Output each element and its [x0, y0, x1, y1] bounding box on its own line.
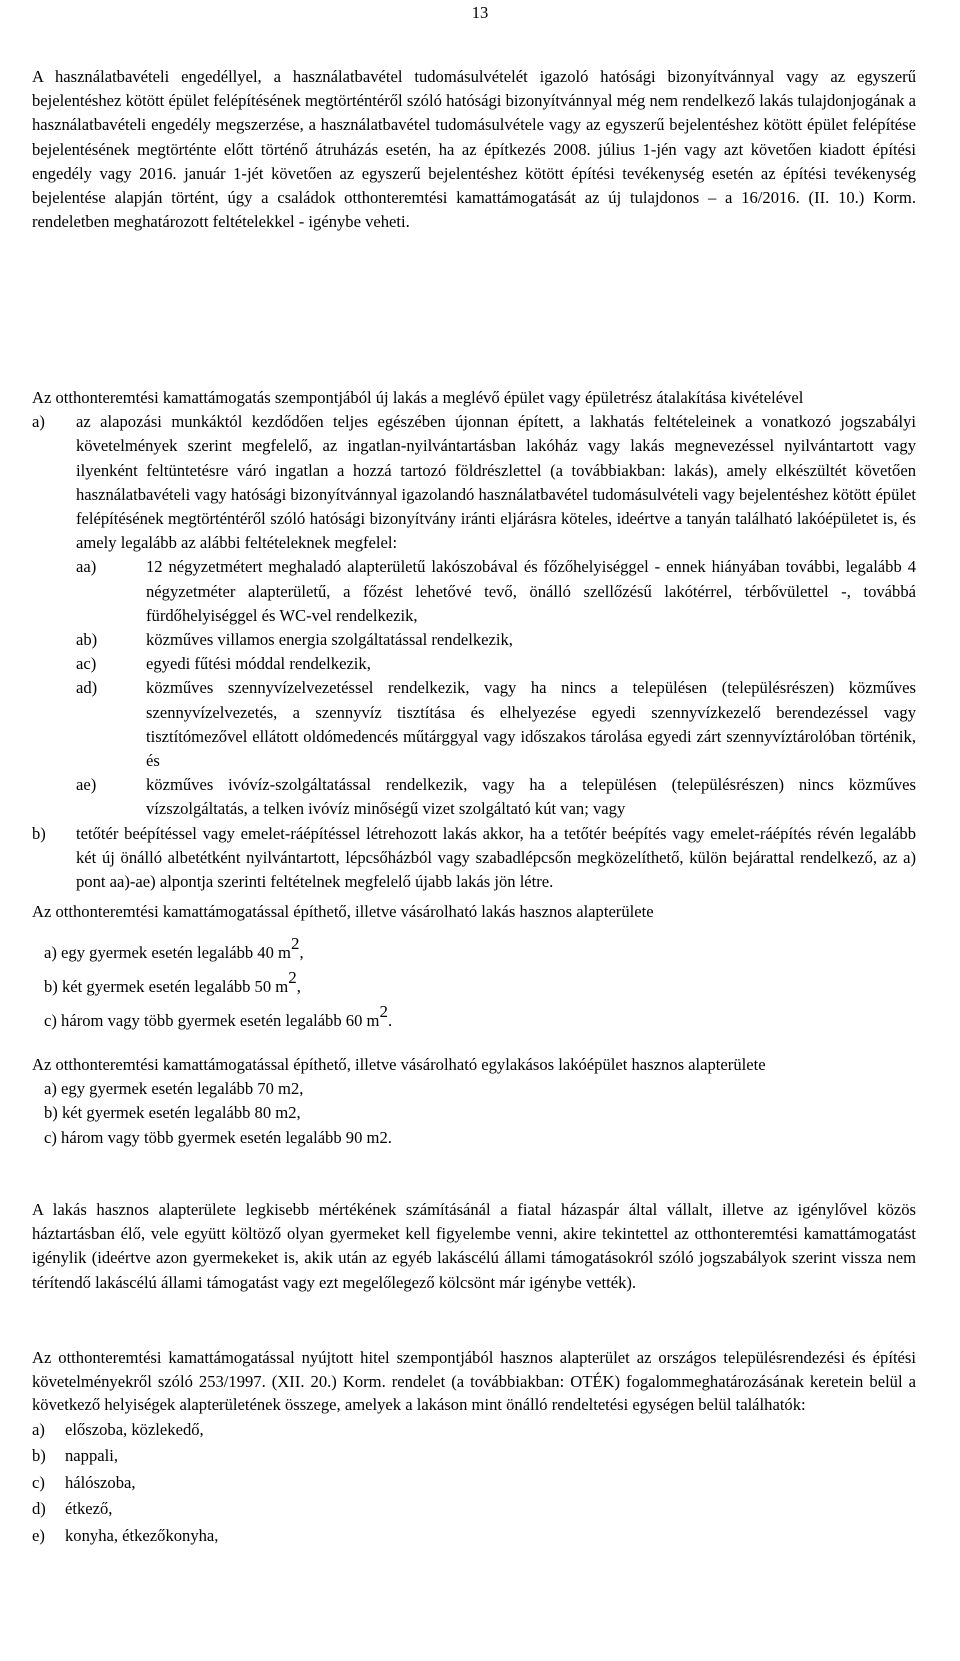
- intro-section: [32, 65, 916, 234]
- sub-item-text: 12 négyzetmétert meghaladó alapterületű lakószobával és főzőhelyiséggel - ennek hiányában további, legalább 4 négyzetméter alapterületű, a főzést lehetővé tevő, önálló szellőzésű lakótérrel, térbővülettel -, továbbá fürdőhelyiséggel és WC-vel rendelkezik,: [146, 557, 916, 625]
- flat-area-text: a) egy gyermek esetén legalább 40 m: [44, 943, 291, 963]
- room-item: [32, 1523, 916, 1550]
- sub-item-label: ac): [76, 654, 97, 674]
- new-flat-section: [32, 386, 916, 894]
- house-area-intro: Az otthonteremtési kamattámogatással építhető, illetve vásárolható egylakásos lakóépület hasznos alapterülete: [32, 1055, 766, 1074]
- room-label: e): [32, 1525, 45, 1545]
- flat-area-section: [32, 900, 916, 1038]
- house-area-row: c) három vagy több gyermek esetén legalább 90 m2.: [44, 1127, 392, 1147]
- sub-item-label: aa): [76, 557, 97, 577]
- room-text: nappali,: [65, 1446, 118, 1465]
- item-label: a): [32, 412, 45, 432]
- room-item: [32, 1470, 916, 1497]
- rooms-section: [32, 1346, 916, 1549]
- room-item: [32, 1417, 916, 1444]
- flat-area-row: [32, 970, 916, 1004]
- item-label: b): [32, 823, 46, 843]
- flat-area-row: [32, 936, 916, 970]
- sub-item-label: ad): [76, 678, 98, 698]
- flat-area-text: b) két gyermek esetén legalább 50 m: [44, 977, 289, 997]
- row-end: .: [387, 1011, 393, 1031]
- room-label: b): [32, 1446, 46, 1465]
- flat-area-row: [32, 1004, 916, 1038]
- house-area-section: [32, 1053, 916, 1150]
- new-flat-item-a: [32, 410, 916, 555]
- flat-area-text: c) három vagy több gyermek esetén legalább 60 m: [44, 1011, 380, 1031]
- superscript: 2: [288, 968, 297, 988]
- row-end: ,: [299, 943, 304, 963]
- room-text: hálószoba,: [65, 1472, 136, 1492]
- sub-item-label: ae): [76, 775, 97, 795]
- sub-item-ac: [32, 652, 916, 676]
- page-number: 13: [471, 3, 489, 22]
- room-label: c): [32, 1472, 45, 1492]
- house-area-row: b) két gyermek esetén legalább 80 m2,: [44, 1103, 301, 1123]
- item-text: tetőtér beépítéssel vagy emelet-ráépítéssel létrehozott lakás akkor, ha a tetőtér beépítés vagy emelet-ráépítés révén legalább két új önálló albetétként nyilvántartott, lépcsőházból vagy szabadlépcsőn megközelíthető, külön bejárattal rendelkező, az a) pont aa)-ae) alpontja szerinti feltételnek megfelelő újabb lakás jön létre.: [76, 823, 916, 892]
- new-flat-intro: Az otthonteremtési kamattámogatás szempontjából új lakás a meglévő épület vagy épületrész átalakítása kivételével: [32, 388, 804, 407]
- child-count-section: [32, 1198, 916, 1295]
- room-text: előszoba, közlekedő,: [65, 1419, 204, 1439]
- sub-item-label: ab): [76, 630, 98, 650]
- sub-item-text: közműves ivóvíz-szolgáltatással rendelkezik, vagy ha a településen (településrészen) nincs közműves vízszolgáltatás, a telken ivóvíz minőségű vizet szolgáltató kút van; vagy: [146, 775, 916, 819]
- flat-area-intro: Az otthonteremtési kamattámogatással építhető, illetve vásárolható lakás hasznos alapterülete: [32, 902, 654, 921]
- row-end: ,: [296, 977, 301, 997]
- room-label: d): [32, 1499, 46, 1518]
- intro-paragraph: A használatbavételi engedéllyel, a használatbavétel tudomásulvételét igazoló hatósági bizonyítvánnyal vagy az egyszerű bejelentéshez kötött épület felépítésének megtörténtéről szóló hatósági bizonyítvánnyal még nem rendelkező lakás tulajdonjogának a használatbavételi engedély megszerzése, a használatbavétel tudomásulvétele vagy az egyszerű bejelentéshez kötött épület felépítése bejelentésének megtörténte előtt történő átruházás esetén, ha az építkezés 2008. július 1-jén vagy azt követően kiadott építési engedély vagy 2016. január 1-jét követően az egyszerű bejelentéshez kötött építési tevékenység esetén az építési tevékenység bejelentése alapján történt, úgy a családok otthonteremtési kamattámogatását az új tulajdonos – a 16/2016. (II. 10.) Korm. rendeletben meghatározott feltételekkel - igénybe veheti.: [32, 67, 916, 232]
- room-text: étkező,: [65, 1499, 113, 1518]
- room-item: [32, 1443, 916, 1470]
- sub-item-aa: [32, 555, 916, 628]
- sub-item-ad: [32, 676, 916, 773]
- room-item: [32, 1496, 916, 1523]
- superscript: 2: [379, 1002, 388, 1022]
- rooms-intro: Az otthonteremtési kamattámogatással nyújtott hitel szempontjából hasznos alapterület az országos településrendezési és építési követelményekről szóló 253/1997. (XII. 20.) Korm. rendelet (a továbbiakban: OTÉK) fogalommeghatározásának keretein belül a következő helyiségek alapterületének összege, amelyek a lakáson mint önálló rendeltetési egységen belül találhatók:: [32, 1348, 916, 1414]
- sub-item-ae: [32, 773, 916, 821]
- room-label: a): [32, 1419, 45, 1439]
- superscript: 2: [290, 934, 300, 954]
- sub-item-text: közműves szennyvízelvezetéssel rendelkezik, vagy ha nincs a településen (településrészen) közműves szennyvízelvezetés, a szennyvíz tisztítása és elhelyezése egyedi szennyvízkezelő berendezéssel vagy tisztítómezővel ellátott oldómedencés műtárggyal vagy időszakos tárolása egyedi zárt szennyvíztárolóban történik, és: [146, 678, 916, 771]
- item-text: az alapozási munkáktól kezdődően teljes egészében újonnan épített, a lakhatás feltételeinek a vonatkozó jogszabályi követelmények szerint megfelelő, az ingatlan-nyilvántartásban lakóház vagy lakás megnevezéssel nyilvántartott vagy ilyenként feltüntetésre váró ingatlan a hozzá tartozó földrészlettel (a továbbiakban: lakás), amely elkészültét követően használatbavételi vagy hatósági bizonyítvánnyal igazolandó használatbavétel tudomásulvételi vagy bejelentéshez kötött épület felépítésének megtörténtéről szóló hatósági bizonyítvány iránti eljárásra köteles, ideértve a tanyán található lakóépületet is, és amely legalább az alábbi feltételeknek megfelel:: [76, 412, 916, 553]
- sub-item-ab: [32, 628, 916, 652]
- room-text: konyha, étkezőkonyha,: [65, 1525, 219, 1545]
- child-count-paragraph: A lakás hasznos alapterülete legkisebb mértékének számításánál a fiatal házaspár által vállalt, illetve az igénylővel közös háztartásban élő, vele együtt költöző olyan gyermeket kell figyelembe venni, akire tekintettel az otthonteremtési kamattámogatást igénylik (ideértve azon gyermekeket is, akik után az egyéb lakáscélú állami támogatásokról szóló jogszabályok szerint vissza nem térítendő lakáscélú állami támogatást vagy ezt megelőlegező kölcsönt már igénybe vették).: [32, 1200, 916, 1292]
- house-area-row: a) egy gyermek esetén legalább 70 m2,: [44, 1079, 304, 1099]
- sub-item-text: közműves villamos energia szolgáltatással rendelkezik,: [146, 630, 513, 650]
- sub-item-text: egyedi fűtési móddal rendelkezik,: [146, 654, 371, 674]
- new-flat-item-b: [32, 822, 916, 895]
